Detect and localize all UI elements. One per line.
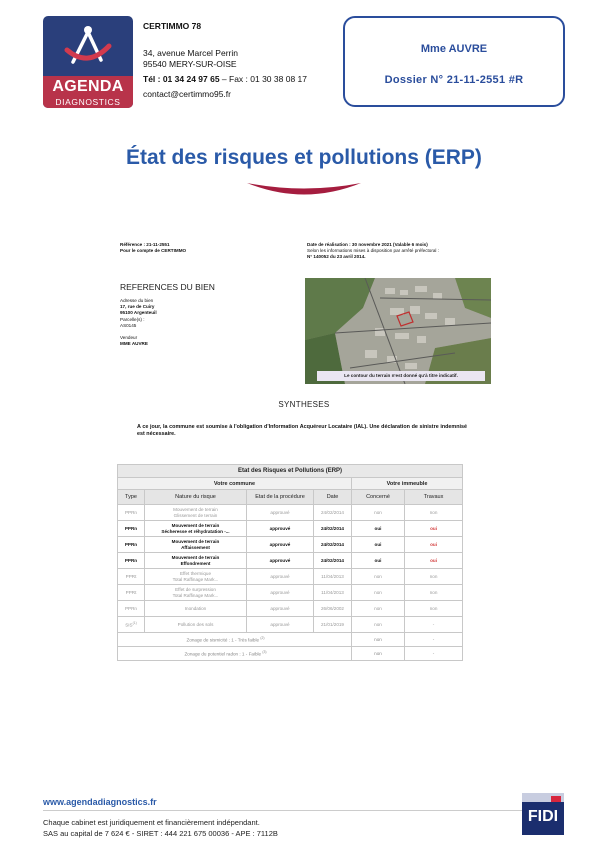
footer-line1: Chaque cabinet est juridiquement et financièrement indépendant.	[43, 818, 260, 827]
cell-zonage-label: Zonage de sismicité : 1 - Très faible $^{(2)}$	[118, 633, 352, 647]
group-votre-immeuble: Votre immeuble	[352, 478, 463, 490]
cell-date: 21/01/2019	[314, 617, 352, 633]
adresse-line2: 95100 Argenteuil	[120, 310, 157, 316]
cell-etat: approuvé	[247, 617, 314, 633]
report-date-block	[307, 242, 497, 261]
footer-legal-text	[43, 818, 278, 839]
cell-concerne: non	[352, 617, 405, 633]
cell-concerne: non	[352, 569, 405, 585]
parcelle-value: AS0145	[120, 322, 137, 328]
company-tel: Tél : 01 34 24 97 65	[143, 74, 220, 84]
cell-etat: approuvé	[247, 585, 314, 601]
cell-concerne: non	[352, 647, 405, 661]
cell-nature: Mouvement de terrain Glissement de terrain	[145, 505, 247, 521]
col-header-concerne: Concerné	[352, 490, 405, 505]
cell-travaux: non	[405, 569, 463, 585]
company-block	[143, 21, 307, 100]
company-address-line2: 95540 MERY-SUR-OISE	[143, 59, 237, 69]
vendeur-value: MME AUVRE	[120, 341, 148, 347]
aerial-map-image	[305, 278, 491, 384]
cell-type: PPRn	[118, 553, 145, 569]
company-address-line1: 34, avenue Marcel Perrin	[143, 48, 238, 58]
company-phone-line	[143, 74, 307, 85]
report-arrete: N° 140052 du 23 avril 2014.	[307, 254, 366, 260]
cell-date: 26/06/2002	[314, 601, 352, 617]
col-header-type: Type	[118, 490, 145, 505]
cell-date: 24/02/2014	[314, 505, 352, 521]
table-title: Etat des Risques et Pollutions (ERP)	[118, 465, 463, 478]
col-header-etat: Etat de la procédure	[247, 490, 314, 505]
cell-type: PPRn	[118, 505, 145, 521]
cell-etat: approuvé	[247, 601, 314, 617]
zonage-row	[118, 633, 463, 647]
page-title: État des risques et pollutions (ERP)	[126, 146, 482, 169]
report-reference-block	[120, 242, 186, 254]
footer-website-link[interactable]: www.agendadiagnostics.fr	[43, 797, 157, 807]
cell-concerne: non	[352, 505, 405, 521]
map-caption: Le contour du terrain n'est donné qu'à titre indicatif.	[317, 371, 485, 381]
cell-nature: Mouvement de terrain Sécheresse et réhydratation -...	[145, 521, 247, 537]
agenda-diagnostics-logo	[43, 16, 133, 108]
cell-travaux: oui	[405, 521, 463, 537]
cell-etat: approuvé	[247, 569, 314, 585]
company-name: CERTIMMO 78	[143, 21, 202, 31]
table-row	[118, 601, 463, 617]
col-header-nature: Nature du risque	[145, 490, 247, 505]
cell-type: PPRn	[118, 537, 145, 553]
col-header-travaux: Travaux	[405, 490, 463, 505]
cell-nature: Mouvement de terrain Affaissement	[145, 537, 247, 553]
cell-nature: Effet thermique Total Raffinage Mark...	[145, 569, 247, 585]
report-for-account: Pour le compte de CERTIMMO	[120, 248, 187, 254]
cell-travaux: -	[405, 647, 463, 661]
table-row	[118, 585, 463, 601]
company-email[interactable]: contact@certimmo95.fr	[143, 89, 231, 99]
references-du-bien-title: REFERENCES DU BIEN	[120, 282, 215, 292]
cell-type: PPRn	[118, 521, 145, 537]
footer-line2: SAS au capital de 7 624 € - SIRET : 444 221 675 00036 - APE : 7112B	[43, 828, 278, 838]
cell-nature: Mouvement de terrain Effondrement	[145, 553, 247, 569]
col-header-date: Date	[314, 490, 352, 505]
cell-concerne: non	[352, 633, 405, 647]
cell-travaux: oui	[405, 553, 463, 569]
cell-travaux: non	[405, 601, 463, 617]
cell-date: 24/02/2014	[314, 521, 352, 537]
compass-icon	[43, 16, 133, 78]
property-details	[120, 298, 157, 347]
cell-date: 24/02/2014	[314, 553, 352, 569]
adresse-line1: 17, rue de Cuiry	[120, 304, 155, 310]
cell-type: PPRn	[118, 601, 145, 617]
adresse-label: Adresse du bien	[120, 298, 154, 303]
cell-travaux: -	[405, 617, 463, 633]
vendeur-label: Vendeur	[120, 335, 138, 341]
cell-type: PPRt	[118, 569, 145, 585]
cell-type: PPRt	[118, 585, 145, 601]
cell-zonage-label: Zonage du potentiel radon : 1 - Faible $^{(3)}$	[118, 647, 352, 661]
syntheses-title: SYNTHESES	[278, 400, 330, 409]
report-date: Date de réalisation : 30 novembre 2021 (Valable 6 mois)	[307, 242, 428, 247]
logo-word-diagnostics: DIAGNOSTICS	[55, 97, 121, 107]
cell-nature: Pollution des sols	[145, 617, 247, 633]
cell-concerne: non	[352, 601, 405, 617]
table-row	[118, 537, 463, 553]
cell-etat: approuvé	[247, 537, 314, 553]
cell-travaux: oui	[405, 537, 463, 553]
cell-type: SIS$^{(1)}$	[118, 617, 145, 633]
footer-divider	[43, 810, 558, 811]
table-row	[118, 505, 463, 521]
cell-concerne: oui	[352, 553, 405, 569]
cell-concerne: oui	[352, 537, 405, 553]
cell-travaux: -	[405, 633, 463, 647]
cell-concerne: oui	[352, 521, 405, 537]
client-box	[343, 16, 565, 107]
cell-date: 11/04/2013	[314, 569, 352, 585]
fidi-logo	[522, 793, 564, 835]
report-reference: Référence : 21-11-2551	[120, 242, 170, 247]
table-row	[118, 521, 463, 537]
logo-word-agenda: AGENDA	[52, 78, 124, 95]
cell-travaux: non	[405, 505, 463, 521]
table-row	[118, 617, 463, 633]
syntheses-text: A ce jour, la commune est soumise à l'obligation d'Information Acquéreur Locataire (IAL). Une déclaration de sinistre indemnisé est nécessaire.	[137, 424, 467, 438]
zonage-row	[118, 647, 463, 661]
client-name: Mme AUVRE	[420, 43, 488, 55]
title-swoosh-decoration	[245, 180, 363, 198]
cell-etat: approuvé	[247, 553, 314, 569]
dossier-number: Dossier N° 21-11-2551 #R	[384, 74, 524, 86]
company-fax: – Fax : 01 30 38 08 17	[219, 74, 307, 84]
cell-nature: Effet de surpression Total Raffinage Mark...	[145, 585, 247, 601]
cell-date: 24/02/2014	[314, 537, 352, 553]
cell-travaux: non	[405, 585, 463, 601]
erp-risk-table	[117, 464, 463, 661]
cell-date: 11/04/2013	[314, 585, 352, 601]
group-votre-commune: Votre commune	[118, 478, 352, 490]
table-row	[118, 569, 463, 585]
cell-concerne: non	[352, 585, 405, 601]
table-row	[118, 553, 463, 569]
fidi-logo-text: FIDI	[527, 808, 559, 825]
parcelles-label: Parcelle(s) :	[120, 316, 145, 322]
cell-nature: Inondation	[145, 601, 247, 617]
cell-etat: approuvé	[247, 521, 314, 537]
report-info-line: Selon les informations mises à disposition par arrêté préfectoral :	[307, 248, 440, 254]
cell-etat: approuvé	[247, 505, 314, 521]
